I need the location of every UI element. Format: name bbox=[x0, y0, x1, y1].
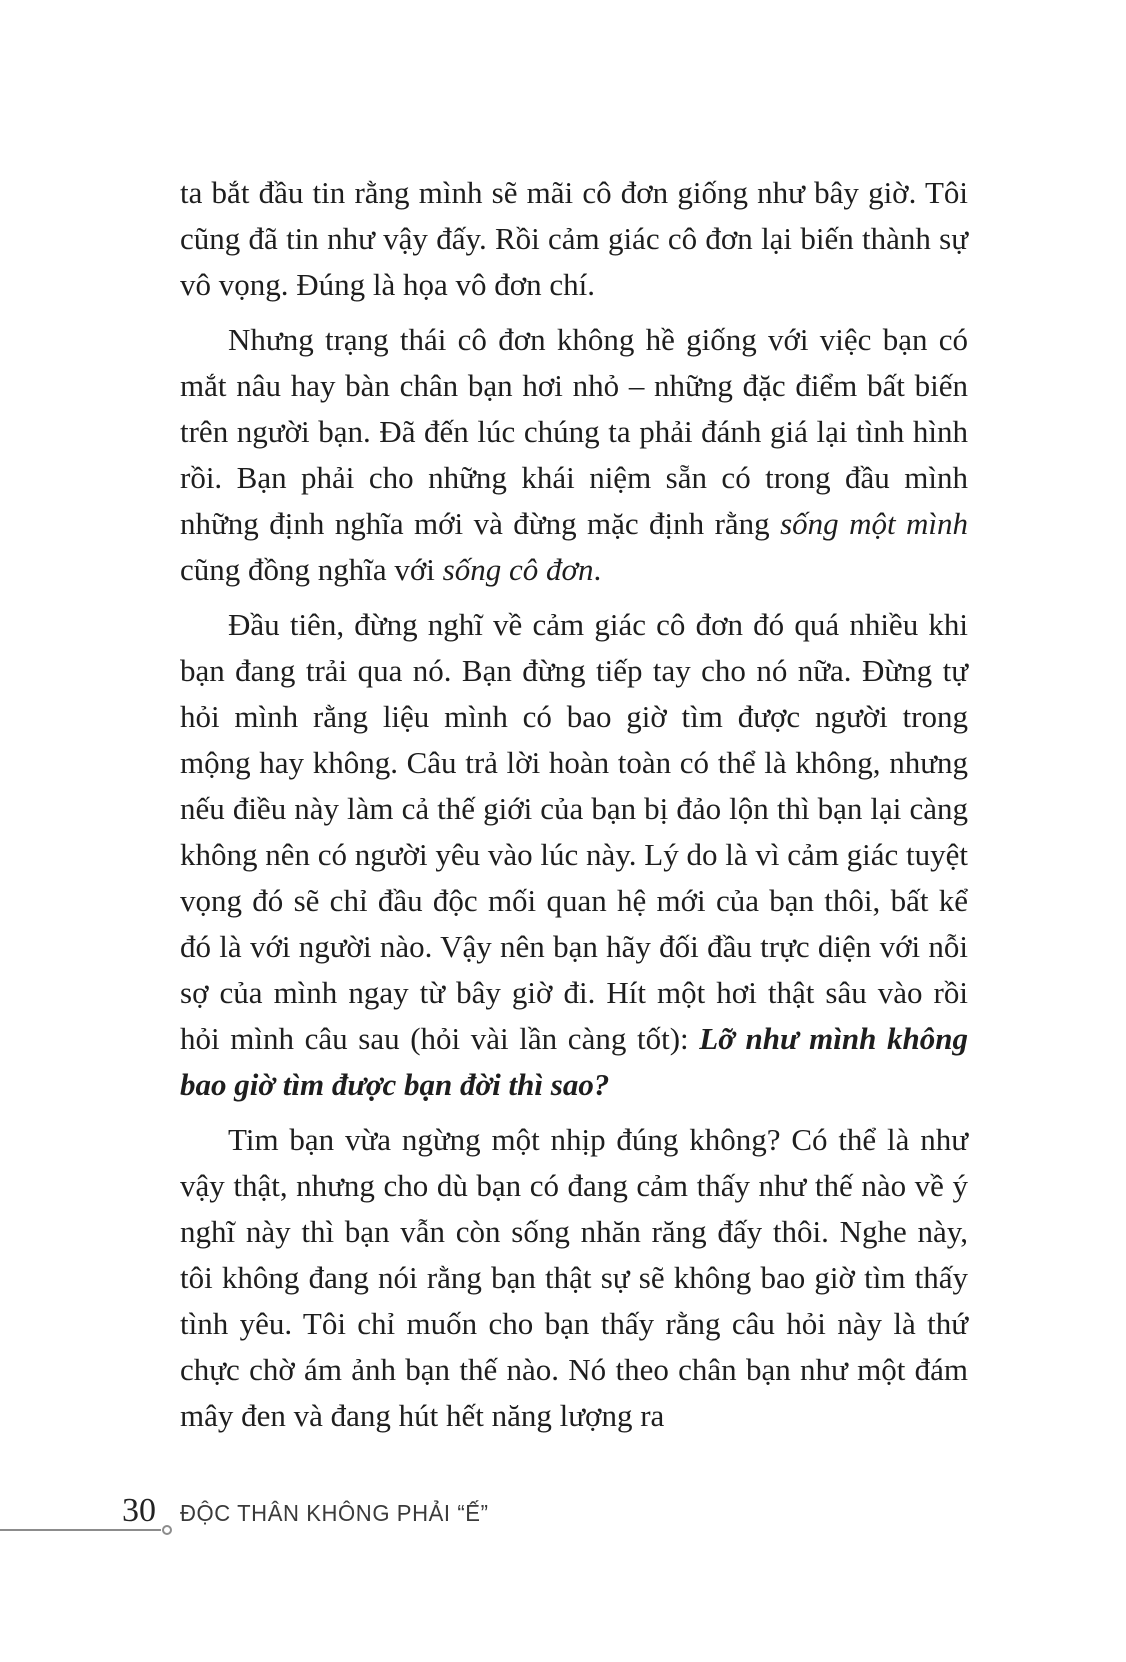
page-number: 30 bbox=[122, 1492, 156, 1529]
paragraph bbox=[180, 1117, 968, 1439]
footer-rule-circle bbox=[162, 1525, 172, 1535]
paragraph bbox=[180, 317, 968, 593]
footer-book-title: ĐỘC THÂN KHÔNG PHẢI “Ế” bbox=[180, 1500, 489, 1526]
paragraph bbox=[180, 170, 968, 308]
text-run: Nhưng trạng thái cô đơn không hề giống với việc bạn có mắt nâu hay bàn chân bạn hơi nhỏ – những đặc điểm bất biến trên người bạn. Đã đến lúc chúng ta phải đánh giá lại tình hình rồi. Bạn phải cho những khái niệm sẵn có trong đầu mình những định nghĩa mới và đừng mặc định rằng bbox=[180, 322, 968, 541]
text-run: Đầu tiên, đừng nghĩ về cảm giác cô đơn đó quá nhiều khi bạn đang trải qua nó. Bạn đừng tiếp tay cho nó nữa. Đừng tự hỏi mình rằng liệu mình có bao giờ tìm được người trong mộng hay không. Câu trả lời hoàn toàn có thể là không, nhưng nếu điều này làm cả thế giới của bạn bị đảo lộn thì bạn lại càng không nên có người yêu vào lúc này. Lý do là vì cảm giác tuyệt vọng đó sẽ chỉ đầu độc mối quan hệ mới của bạn thôi, bất kể đó là với người nào. Vậy nên bạn hãy đối đầu trực diện với nỗi sợ của mình ngay từ bây giờ đi. Hít một hơi thật sâu vào rồi hỏi mình câu sau (hỏi vài lần càng tốt): bbox=[180, 607, 968, 1056]
text-run: cũng đồng nghĩa với bbox=[180, 552, 443, 587]
body-text bbox=[180, 170, 968, 1448]
text-run: sống một mình bbox=[780, 506, 968, 541]
paragraph bbox=[180, 602, 968, 1108]
text-run: . bbox=[593, 552, 602, 587]
text-run: sống cô đơn bbox=[442, 552, 594, 587]
text-run: Lỡ như mình không bao giờ tìm được bạn đời thì sao? bbox=[180, 1021, 968, 1102]
text-run: ta bắt đầu tin rằng mình sẽ mãi cô đơn giống như bây giờ. Tôi cũng đã tin như vậy đấy. Rồi cảm giác cô đơn lại biến thành sự vô vọng. Đúng là họa vô đơn chí. bbox=[180, 175, 968, 302]
text-run: Tim bạn vừa ngừng một nhịp đúng không? Có thể là như vậy thật, nhưng cho dù bạn có đang cảm thấy như thế nào về ý nghĩ này thì bạn vẫn còn sống nhăn răng đấy thôi. Nghe này, tôi không đang nói rằng bạn thật sự sẽ không bao giờ tìm thấy tình yêu. Tôi chỉ muốn cho bạn thấy rằng câu hỏi này là thứ chực chờ ám ảnh bạn thế nào. Nó theo chân bạn như một đám mây đen và đang hút hết năng lượng ra bbox=[180, 1122, 968, 1433]
